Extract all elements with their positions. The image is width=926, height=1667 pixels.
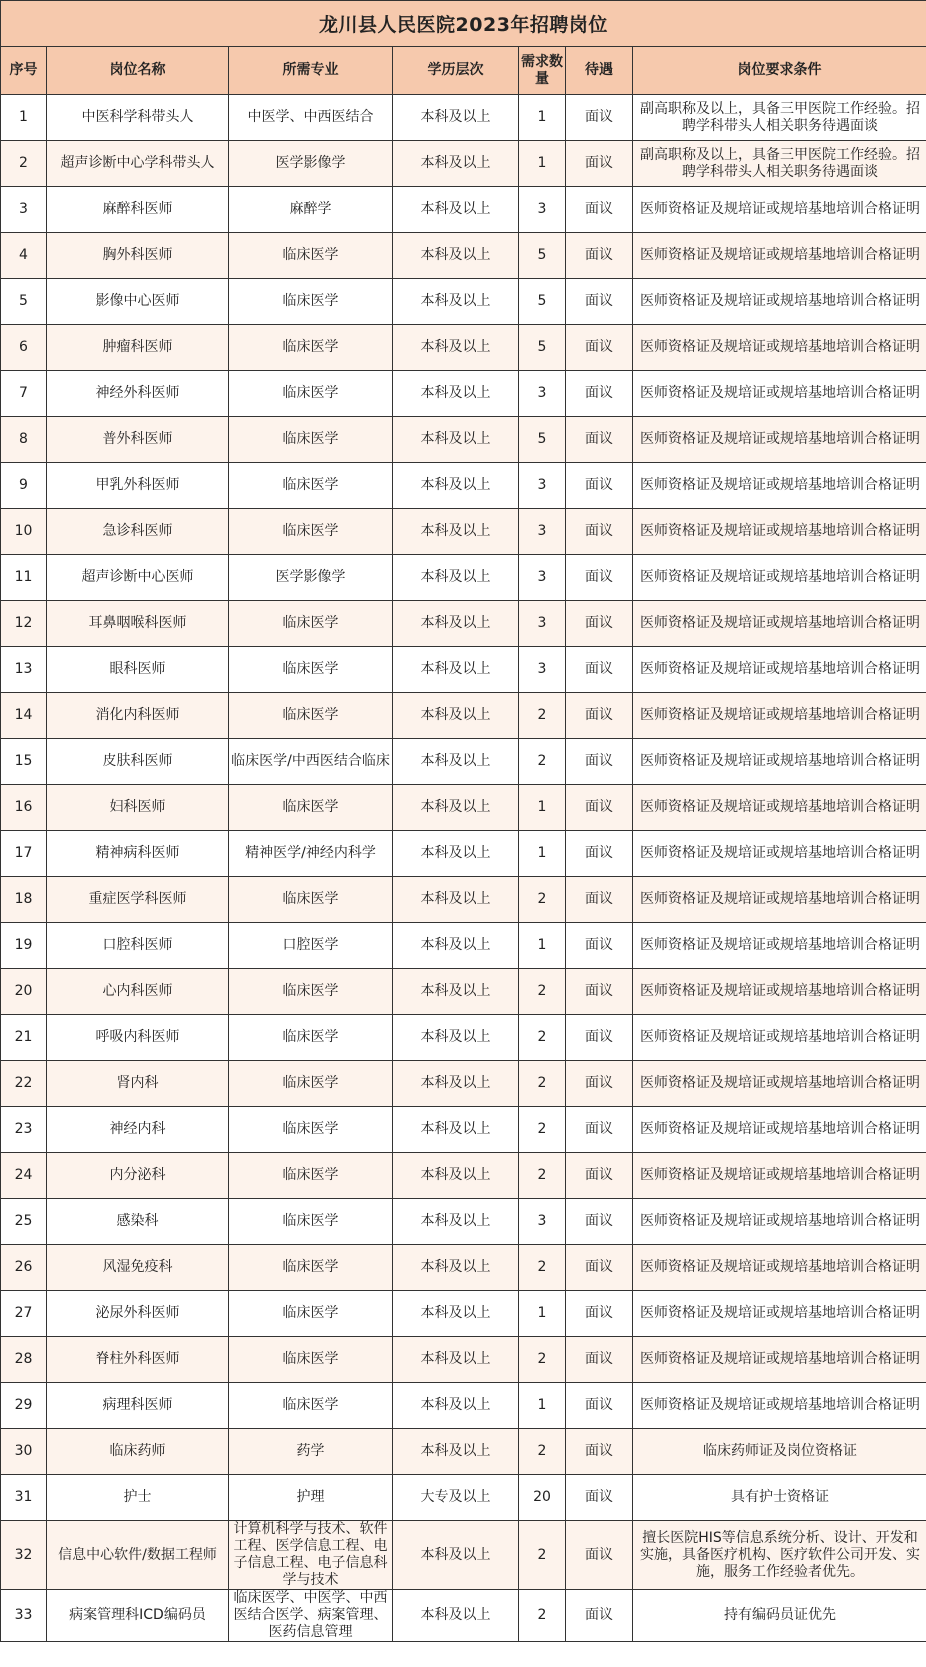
cell-quantity: 2 [519, 739, 566, 785]
cell-quantity: 1 [519, 923, 566, 969]
table-row [1, 647, 926, 693]
cell-major: 临床医学 [229, 785, 393, 831]
cell-position: 口腔科医师 [47, 923, 229, 969]
cell-major: 临床医学 [229, 601, 393, 647]
cell-education: 本科及以上 [393, 647, 519, 693]
cell-quantity: 1 [519, 785, 566, 831]
cell-index: 30 [1, 1429, 47, 1475]
cell-quantity: 3 [519, 509, 566, 555]
cell-quantity: 2 [519, 969, 566, 1015]
cell-major: 医学影像学 [229, 555, 393, 601]
cell-education: 本科及以上 [393, 877, 519, 923]
cell-index: 32 [1, 1521, 47, 1590]
cell-salary: 面议 [566, 95, 633, 141]
cell-position: 神经内科 [47, 1107, 229, 1153]
cell-quantity: 2 [519, 1245, 566, 1291]
cell-education: 本科及以上 [393, 279, 519, 325]
cell-quantity: 5 [519, 417, 566, 463]
table-row [1, 969, 926, 1015]
cell-quantity: 1 [519, 1291, 566, 1337]
cell-requirements: 医师资格证及规培证或规培基地培训合格证明 [633, 647, 926, 693]
table-row [1, 509, 926, 555]
cell-major: 临床医学 [229, 417, 393, 463]
table-row [1, 555, 926, 601]
cell-index: 28 [1, 1337, 47, 1383]
cell-major: 临床医学 [229, 1291, 393, 1337]
cell-quantity: 1 [519, 95, 566, 141]
cell-position: 皮肤科医师 [47, 739, 229, 785]
cell-salary: 面议 [566, 187, 633, 233]
cell-index: 31 [1, 1475, 47, 1521]
cell-position: 信息中心软件/数据工程师 [47, 1521, 229, 1590]
cell-requirements: 医师资格证及规培证或规培基地培训合格证明 [633, 693, 926, 739]
table-row [1, 95, 926, 141]
cell-index: 4 [1, 233, 47, 279]
cell-major: 临床医学 [229, 1153, 393, 1199]
cell-index: 3 [1, 187, 47, 233]
cell-major: 临床医学 [229, 693, 393, 739]
cell-major: 医学影像学 [229, 141, 393, 187]
cell-salary: 面议 [566, 601, 633, 647]
table-row [1, 187, 926, 233]
cell-salary: 面议 [566, 647, 633, 693]
cell-education: 本科及以上 [393, 1153, 519, 1199]
cell-index: 6 [1, 325, 47, 371]
cell-index: 18 [1, 877, 47, 923]
cell-requirements: 医师资格证及规培证或规培基地培训合格证明 [633, 1015, 926, 1061]
cell-requirements: 医师资格证及规培证或规培基地培训合格证明 [633, 1383, 926, 1429]
cell-education: 本科及以上 [393, 187, 519, 233]
cell-major: 临床医学 [229, 1107, 393, 1153]
cell-position: 泌尿外科医师 [47, 1291, 229, 1337]
cell-salary: 面议 [566, 325, 633, 371]
cell-index: 33 [1, 1590, 47, 1642]
header-position: 岗位名称 [47, 47, 229, 95]
cell-salary: 面议 [566, 1015, 633, 1061]
cell-index: 20 [1, 969, 47, 1015]
cell-index: 14 [1, 693, 47, 739]
cell-position: 甲乳外科医师 [47, 463, 229, 509]
cell-education: 本科及以上 [393, 95, 519, 141]
cell-requirements: 医师资格证及规培证或规培基地培训合格证明 [633, 279, 926, 325]
cell-position: 临床药师 [47, 1429, 229, 1475]
cell-education: 本科及以上 [393, 693, 519, 739]
cell-requirements: 医师资格证及规培证或规培基地培训合格证明 [633, 417, 926, 463]
cell-index: 12 [1, 601, 47, 647]
cell-requirements: 医师资格证及规培证或规培基地培训合格证明 [633, 969, 926, 1015]
cell-requirements: 副高职称及以上，具备三甲医院工作经验。招聘学科带头人相关职务待遇面谈 [633, 141, 926, 187]
cell-education: 本科及以上 [393, 1429, 519, 1475]
cell-salary: 面议 [566, 509, 633, 555]
cell-requirements: 医师资格证及规培证或规培基地培训合格证明 [633, 1153, 926, 1199]
cell-salary: 面议 [566, 969, 633, 1015]
cell-salary: 面议 [566, 463, 633, 509]
cell-major: 临床医学 [229, 325, 393, 371]
cell-quantity: 1 [519, 831, 566, 877]
table-row [1, 1429, 926, 1475]
cell-salary: 面议 [566, 693, 633, 739]
table-row [1, 1291, 926, 1337]
cell-major: 计算机科学与技术、软件工程、医学信息工程、电子信息工程、电子信息科学与技术 [229, 1521, 393, 1590]
cell-quantity: 2 [519, 877, 566, 923]
cell-quantity: 1 [519, 141, 566, 187]
header-major: 所需专业 [229, 47, 393, 95]
cell-requirements: 医师资格证及规培证或规培基地培训合格证明 [633, 1291, 926, 1337]
cell-position: 神经外科医师 [47, 371, 229, 417]
cell-education: 本科及以上 [393, 1337, 519, 1383]
cell-requirements: 医师资格证及规培证或规培基地培训合格证明 [633, 187, 926, 233]
cell-salary: 面议 [566, 1429, 633, 1475]
cell-position: 脊柱外科医师 [47, 1337, 229, 1383]
cell-salary: 面议 [566, 233, 633, 279]
cell-education: 本科及以上 [393, 233, 519, 279]
cell-position: 呼吸内科医师 [47, 1015, 229, 1061]
table-row [1, 1199, 926, 1245]
cell-salary: 面议 [566, 1383, 633, 1429]
cell-major: 临床医学 [229, 1061, 393, 1107]
cell-quantity: 2 [519, 1337, 566, 1383]
cell-requirements: 医师资格证及规培证或规培基地培训合格证明 [633, 923, 926, 969]
table-body [1, 95, 926, 1642]
cell-quantity: 20 [519, 1475, 566, 1521]
cell-salary: 面议 [566, 831, 633, 877]
cell-index: 10 [1, 509, 47, 555]
cell-major: 临床医学 [229, 233, 393, 279]
cell-major: 临床医学 [229, 1245, 393, 1291]
cell-education: 本科及以上 [393, 1199, 519, 1245]
cell-salary: 面议 [566, 1107, 633, 1153]
cell-index: 23 [1, 1107, 47, 1153]
cell-major: 临床医学 [229, 279, 393, 325]
cell-index: 19 [1, 923, 47, 969]
cell-major: 精神医学/神经内科学 [229, 831, 393, 877]
cell-requirements: 医师资格证及规培证或规培基地培训合格证明 [633, 785, 926, 831]
cell-index: 21 [1, 1015, 47, 1061]
cell-salary: 面议 [566, 785, 633, 831]
cell-position: 普外科医师 [47, 417, 229, 463]
cell-requirements: 擅长医院HIS等信息系统分析、设计、开发和实施，具备医疗机构、医疗软件公司开发、实施，服务工作经验者优先。 [633, 1521, 926, 1590]
table-row [1, 785, 926, 831]
cell-requirements: 医师资格证及规培证或规培基地培训合格证明 [633, 1107, 926, 1153]
cell-salary: 面议 [566, 279, 633, 325]
cell-education: 本科及以上 [393, 1291, 519, 1337]
cell-salary: 面议 [566, 1153, 633, 1199]
cell-requirements: 医师资格证及规培证或规培基地培训合格证明 [633, 1061, 926, 1107]
cell-education: 本科及以上 [393, 923, 519, 969]
cell-education: 本科及以上 [393, 463, 519, 509]
cell-position: 中医科学科带头人 [47, 95, 229, 141]
cell-salary: 面议 [566, 1475, 633, 1521]
cell-major: 临床医学/中西医结合临床 [229, 739, 393, 785]
cell-education: 大专及以上 [393, 1475, 519, 1521]
table-row [1, 739, 926, 785]
table-row [1, 923, 926, 969]
cell-position: 妇科医师 [47, 785, 229, 831]
cell-major: 临床医学 [229, 1383, 393, 1429]
cell-position: 内分泌科 [47, 1153, 229, 1199]
cell-index: 29 [1, 1383, 47, 1429]
cell-quantity: 3 [519, 1199, 566, 1245]
cell-index: 11 [1, 555, 47, 601]
table-row [1, 1245, 926, 1291]
cell-education: 本科及以上 [393, 555, 519, 601]
cell-index: 22 [1, 1061, 47, 1107]
cell-major: 临床医学、中医学、中西医结合医学、病案管理、医药信息管理 [229, 1590, 393, 1642]
cell-quantity: 3 [519, 555, 566, 601]
cell-major: 临床医学 [229, 1337, 393, 1383]
cell-major: 临床医学 [229, 371, 393, 417]
cell-index: 25 [1, 1199, 47, 1245]
cell-education: 本科及以上 [393, 141, 519, 187]
table-row [1, 233, 926, 279]
table-row [1, 1383, 926, 1429]
cell-requirements: 医师资格证及规培证或规培基地培训合格证明 [633, 1199, 926, 1245]
cell-index: 8 [1, 417, 47, 463]
cell-index: 15 [1, 739, 47, 785]
cell-index: 9 [1, 463, 47, 509]
cell-requirements: 医师资格证及规培证或规培基地培训合格证明 [633, 877, 926, 923]
table-row [1, 279, 926, 325]
cell-quantity: 3 [519, 463, 566, 509]
cell-major: 临床医学 [229, 463, 393, 509]
table-row [1, 693, 926, 739]
cell-position: 病案管理科ICD编码员 [47, 1590, 229, 1642]
cell-position: 消化内科医师 [47, 693, 229, 739]
cell-major: 临床医学 [229, 969, 393, 1015]
cell-requirements: 临床药师证及岗位资格证 [633, 1429, 926, 1475]
cell-index: 17 [1, 831, 47, 877]
cell-position: 精神病科医师 [47, 831, 229, 877]
cell-position: 超声诊断中心学科带头人 [47, 141, 229, 187]
cell-requirements: 医师资格证及规培证或规培基地培训合格证明 [633, 555, 926, 601]
cell-major: 护理 [229, 1475, 393, 1521]
cell-position: 肾内科 [47, 1061, 229, 1107]
header-education: 学历层次 [393, 47, 519, 95]
cell-education: 本科及以上 [393, 1245, 519, 1291]
cell-position: 影像中心医师 [47, 279, 229, 325]
cell-quantity: 5 [519, 279, 566, 325]
cell-position: 眼科医师 [47, 647, 229, 693]
table-row [1, 141, 926, 187]
cell-major: 临床医学 [229, 509, 393, 555]
cell-index: 26 [1, 1245, 47, 1291]
cell-quantity: 2 [519, 1107, 566, 1153]
cell-salary: 面议 [566, 739, 633, 785]
cell-requirements: 具有护士资格证 [633, 1475, 926, 1521]
cell-education: 本科及以上 [393, 1015, 519, 1061]
cell-index: 1 [1, 95, 47, 141]
cell-index: 2 [1, 141, 47, 187]
cell-position: 感染科 [47, 1199, 229, 1245]
cell-salary: 面议 [566, 555, 633, 601]
cell-major: 口腔医学 [229, 923, 393, 969]
table-row [1, 1475, 926, 1521]
cell-education: 本科及以上 [393, 1521, 519, 1590]
header-requirements: 岗位要求条件 [633, 47, 926, 95]
cell-education: 本科及以上 [393, 509, 519, 555]
cell-education: 本科及以上 [393, 371, 519, 417]
cell-position: 急诊科医师 [47, 509, 229, 555]
cell-quantity: 2 [519, 1429, 566, 1475]
cell-major: 临床医学 [229, 1199, 393, 1245]
cell-salary: 面议 [566, 417, 633, 463]
cell-education: 本科及以上 [393, 1061, 519, 1107]
cell-quantity: 2 [519, 1521, 566, 1590]
table-row [1, 877, 926, 923]
cell-salary: 面议 [566, 1337, 633, 1383]
cell-major: 麻醉学 [229, 187, 393, 233]
cell-salary: 面议 [566, 371, 633, 417]
cell-quantity: 2 [519, 1153, 566, 1199]
header-index: 序号 [1, 47, 47, 95]
table-title: 龙川县人民医院2023年招聘岗位 [1, 1, 926, 47]
table-row [1, 1337, 926, 1383]
cell-requirements: 医师资格证及规培证或规培基地培训合格证明 [633, 1337, 926, 1383]
cell-education: 本科及以上 [393, 1383, 519, 1429]
cell-education: 本科及以上 [393, 739, 519, 785]
table-row [1, 1061, 926, 1107]
cell-index: 13 [1, 647, 47, 693]
cell-quantity: 2 [519, 1015, 566, 1061]
cell-position: 麻醉科医师 [47, 187, 229, 233]
cell-education: 本科及以上 [393, 417, 519, 463]
cell-major: 临床医学 [229, 1015, 393, 1061]
cell-position: 重症医学科医师 [47, 877, 229, 923]
table-row [1, 371, 926, 417]
table-row [1, 417, 926, 463]
cell-major: 中医学、中西医结合 [229, 95, 393, 141]
cell-position: 心内科医师 [47, 969, 229, 1015]
header-row [1, 47, 926, 95]
cell-requirements: 医师资格证及规培证或规培基地培训合格证明 [633, 739, 926, 785]
cell-index: 24 [1, 1153, 47, 1199]
cell-requirements: 医师资格证及规培证或规培基地培训合格证明 [633, 233, 926, 279]
cell-quantity: 1 [519, 1383, 566, 1429]
cell-salary: 面议 [566, 1245, 633, 1291]
cell-requirements: 持有编码员证优先 [633, 1590, 926, 1642]
table-row [1, 831, 926, 877]
cell-requirements: 医师资格证及规培证或规培基地培训合格证明 [633, 371, 926, 417]
cell-position: 耳鼻咽喉科医师 [47, 601, 229, 647]
cell-education: 本科及以上 [393, 601, 519, 647]
table-row [1, 1015, 926, 1061]
cell-position: 肿瘤科医师 [47, 325, 229, 371]
cell-requirements: 医师资格证及规培证或规培基地培训合格证明 [633, 831, 926, 877]
cell-education: 本科及以上 [393, 785, 519, 831]
table-row [1, 601, 926, 647]
cell-position: 病理科医师 [47, 1383, 229, 1429]
cell-salary: 面议 [566, 1061, 633, 1107]
table-row [1, 325, 926, 371]
cell-salary: 面议 [566, 1291, 633, 1337]
cell-requirements: 医师资格证及规培证或规培基地培训合格证明 [633, 509, 926, 555]
cell-quantity: 2 [519, 1061, 566, 1107]
cell-major: 临床医学 [229, 877, 393, 923]
cell-quantity: 3 [519, 647, 566, 693]
cell-salary: 面议 [566, 141, 633, 187]
cell-quantity: 3 [519, 601, 566, 647]
cell-position: 风湿免疫科 [47, 1245, 229, 1291]
table-row [1, 1107, 926, 1153]
cell-education: 本科及以上 [393, 325, 519, 371]
cell-education: 本科及以上 [393, 969, 519, 1015]
cell-salary: 面议 [566, 923, 633, 969]
cell-salary: 面议 [566, 1199, 633, 1245]
cell-position: 超声诊断中心医师 [47, 555, 229, 601]
cell-quantity: 2 [519, 693, 566, 739]
cell-quantity: 3 [519, 371, 566, 417]
cell-education: 本科及以上 [393, 1107, 519, 1153]
cell-quantity: 2 [519, 1590, 566, 1642]
cell-major: 药学 [229, 1429, 393, 1475]
cell-education: 本科及以上 [393, 1590, 519, 1642]
cell-index: 7 [1, 371, 47, 417]
table-row [1, 1521, 926, 1590]
cell-quantity: 5 [519, 325, 566, 371]
cell-quantity: 3 [519, 187, 566, 233]
cell-requirements: 医师资格证及规培证或规培基地培训合格证明 [633, 601, 926, 647]
table-row [1, 463, 926, 509]
cell-major: 临床医学 [229, 647, 393, 693]
cell-requirements: 医师资格证及规培证或规培基地培训合格证明 [633, 1245, 926, 1291]
cell-quantity: 5 [519, 233, 566, 279]
cell-requirements: 副高职称及以上，具备三甲医院工作经验。招聘学科带头人相关职务待遇面谈 [633, 95, 926, 141]
cell-education: 本科及以上 [393, 831, 519, 877]
header-quantity: 需求数量 [519, 47, 566, 95]
cell-salary: 面议 [566, 877, 633, 923]
cell-position: 护士 [47, 1475, 229, 1521]
cell-index: 16 [1, 785, 47, 831]
cell-index: 5 [1, 279, 47, 325]
table-row [1, 1590, 926, 1642]
cell-requirements: 医师资格证及规培证或规培基地培训合格证明 [633, 463, 926, 509]
cell-salary: 面议 [566, 1590, 633, 1642]
cell-index: 27 [1, 1291, 47, 1337]
header-salary: 待遇 [566, 47, 633, 95]
cell-salary: 面议 [566, 1521, 633, 1590]
cell-position: 胸外科医师 [47, 233, 229, 279]
cell-requirements: 医师资格证及规培证或规培基地培训合格证明 [633, 325, 926, 371]
table-row [1, 1153, 926, 1199]
